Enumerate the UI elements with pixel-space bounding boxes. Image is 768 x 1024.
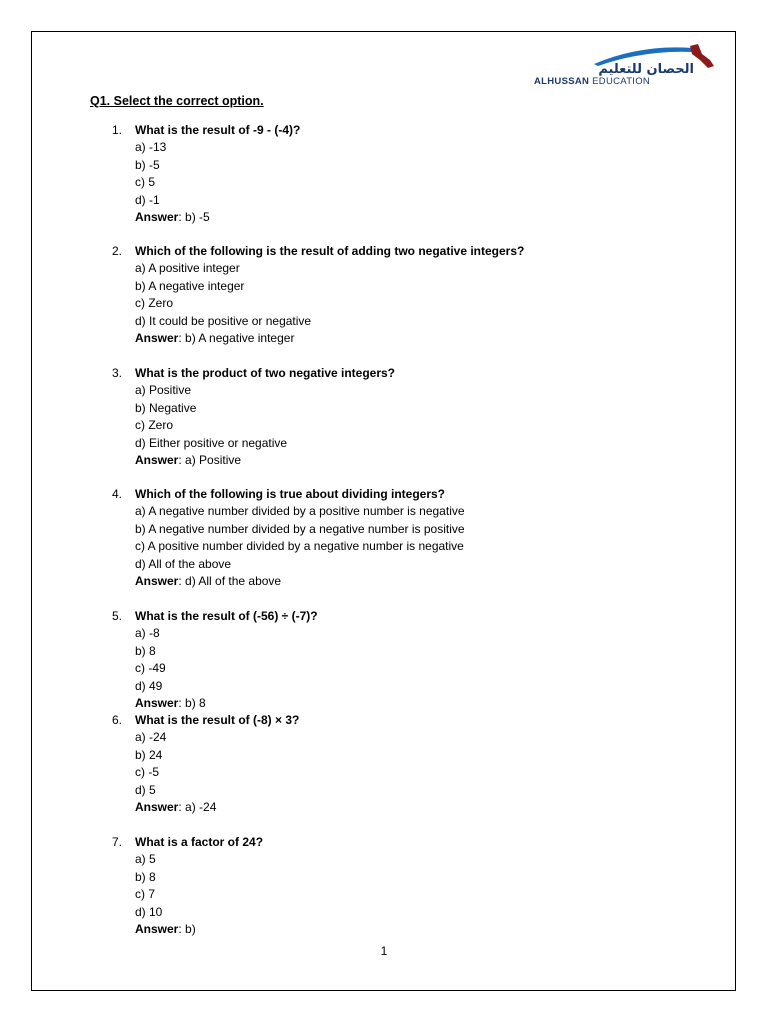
question-number: 5.	[112, 609, 123, 623]
page-number: 1	[380, 944, 388, 958]
answer-label: Answer	[135, 800, 179, 815]
answer-label: Answer	[135, 331, 179, 346]
answer-option: c) -5	[135, 765, 159, 780]
answer-option: b) 8	[135, 869, 156, 884]
answer-value: : b)	[178, 922, 196, 937]
answer-value: : d) All of the above	[178, 574, 282, 589]
logo-english-regular: EDUCATION	[592, 76, 651, 87]
answer-option: b) A negative integer	[135, 278, 245, 293]
answer-line	[135, 695, 318, 712]
answer-option: a) -24	[135, 730, 167, 745]
answer-option: c) -49	[135, 661, 166, 676]
question-text: What is the result of (-56) ÷ (-7)?	[135, 609, 318, 623]
answer-option: a) Positive	[135, 383, 192, 398]
question-text: What is the result of -9 - (-4)?	[135, 123, 301, 137]
answer-value: : a) Positive	[178, 453, 242, 468]
answer-option: b) 8	[135, 643, 156, 658]
answer-option: a) A positive integer	[135, 261, 240, 276]
answer-option: b) -5	[135, 157, 160, 172]
answer-option: b) Negative	[135, 400, 197, 415]
answer-label: Answer	[135, 696, 179, 711]
question-item	[112, 365, 395, 469]
question-text: What is the result of (-8) × 3?	[135, 713, 300, 727]
question-body	[135, 486, 465, 590]
answer-value: : a) -24	[178, 800, 217, 815]
question-number: 4.	[112, 487, 123, 501]
answer-option: d) 49	[135, 678, 163, 693]
answer-label: Answer	[135, 210, 179, 225]
answer-option: c) 7	[135, 887, 156, 902]
question-item	[112, 122, 300, 226]
answer-option: b) A negative number divided by a negative number is positive	[135, 521, 465, 536]
answer-option: c) A positive number divided by a negative number is negative	[135, 539, 464, 554]
question-text: Which of the following is true about dividing integers?	[135, 487, 445, 501]
question-text: What is the product of two negative integers?	[135, 366, 396, 380]
question-item	[112, 712, 299, 816]
question-text: What is a factor of 24?	[135, 835, 264, 849]
question-item	[112, 243, 524, 347]
question-item	[112, 608, 318, 712]
logo-arabic-text: الحصان للتعليم	[598, 62, 694, 77]
answer-option: d) -1	[135, 192, 160, 207]
answer-line	[135, 921, 263, 938]
question-body	[135, 365, 395, 469]
question-body	[135, 608, 318, 712]
answer-option: d) It could be positive or negative	[135, 313, 312, 328]
alhussan-logo	[532, 42, 720, 90]
answer-line	[135, 573, 465, 590]
question-number: 7.	[112, 835, 123, 849]
answer-option: d) All of the above	[135, 556, 232, 571]
question-item	[112, 486, 465, 590]
answer-value: : b) -5	[178, 210, 210, 225]
answer-option: a) -8	[135, 626, 160, 641]
answer-option: d) 5	[135, 782, 156, 797]
answer-option: b) 24	[135, 747, 163, 762]
answer-option: c) 5	[135, 175, 156, 190]
logo-english-text	[534, 76, 650, 87]
answer-option: a) 5	[135, 852, 156, 867]
logo-english-bold: ALHUSSAN	[534, 76, 590, 87]
answer-value: : b) A negative integer	[178, 331, 295, 346]
question-number: 6.	[112, 713, 123, 727]
question-body	[135, 834, 263, 938]
question-number: 1.	[112, 123, 123, 137]
answer-line	[135, 209, 300, 226]
answer-option: c) Zero	[135, 296, 174, 311]
answer-line	[135, 452, 395, 469]
answer-label: Answer	[135, 453, 179, 468]
question-number: 2.	[112, 244, 123, 258]
answer-line	[135, 330, 524, 347]
question-item	[112, 834, 263, 938]
answer-option: a) -13	[135, 140, 167, 155]
answer-option: c) Zero	[135, 418, 174, 433]
answer-line	[135, 799, 299, 816]
question-body	[135, 122, 300, 226]
answer-label: Answer	[135, 922, 179, 937]
section-heading: Q1. Select the correct option.	[90, 94, 264, 108]
answer-option: d) Either positive or negative	[135, 435, 288, 450]
question-text: Which of the following is the result of adding two negative integers?	[135, 244, 525, 258]
question-body	[135, 712, 299, 816]
answer-option: a) A negative number divided by a positive number is negative	[135, 504, 465, 519]
answer-option: d) 10	[135, 904, 163, 919]
answer-label: Answer	[135, 574, 179, 589]
question-body	[135, 243, 524, 347]
question-number: 3.	[112, 366, 123, 380]
answer-value: : b) 8	[178, 696, 206, 711]
